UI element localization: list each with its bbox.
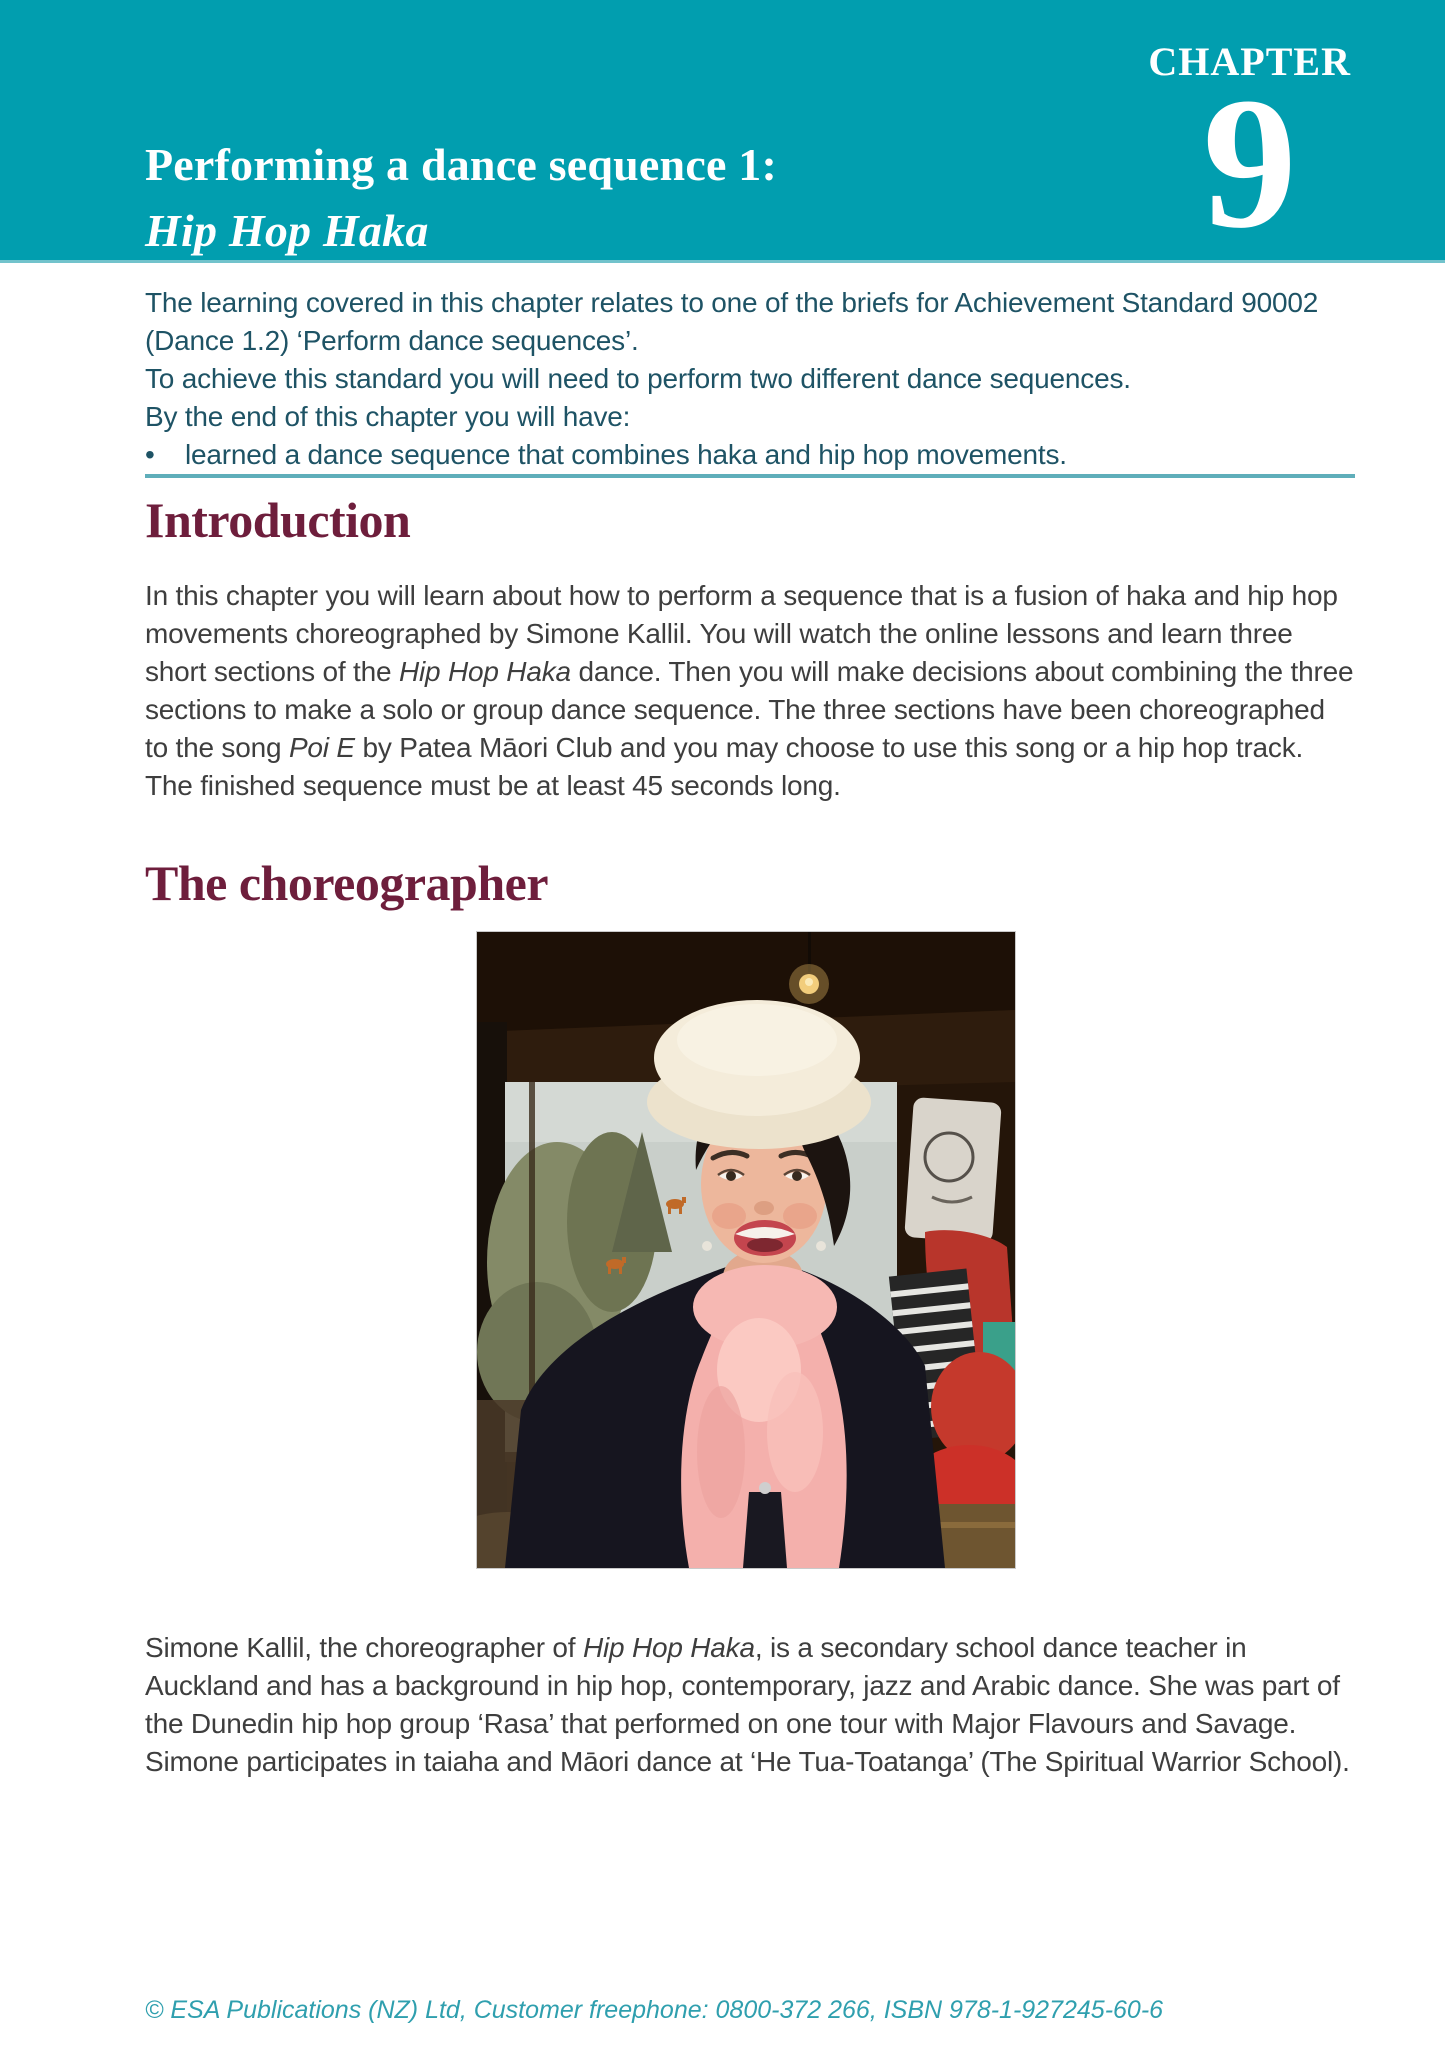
bullet-text: learned a dance sequence that combines haka and hip hop movements. xyxy=(185,439,1067,470)
chapter-number: 9 xyxy=(1202,58,1297,267)
bullet-item xyxy=(145,436,1355,474)
introduction-paragraph xyxy=(145,577,1355,805)
intro-text: dance. Then you will make decisions about combining the three sections to make a solo or group dance sequence. The three sections have been choreographed to the song xyxy=(145,656,1354,763)
page-title xyxy=(145,132,777,264)
intro-text: In this chapter you will learn about how to perform a sequence that is a fusion of haka and hip hop movements choreographed by Simone Kallil. You will watch the online lessons and learn three short sections of the xyxy=(145,580,1338,687)
introduction-heading: Introduction xyxy=(145,492,411,548)
title-line-1: Performing a dance sequence 1: xyxy=(145,139,777,190)
choreographer-photo-image xyxy=(477,932,1015,1568)
intro-italic-song: Poi E xyxy=(288,732,355,763)
chapter-band xyxy=(0,0,1445,267)
photo-caption xyxy=(145,1629,1355,1781)
blurb-line: To achieve this standard you will need to perform two different dance sequences. xyxy=(145,363,1131,394)
footer-credit: © ESA Publications (NZ) Ltd, Customer freephone: 0800-372 266, ISBN 978-1-927245-60-6 xyxy=(145,1996,1164,2024)
caption-text: Simone Kallil, the choreographer of xyxy=(145,1632,583,1663)
blurb-line: The learning covered in this chapter relates to one of the briefs for Achievement Standard 90002 (Dance 1.2) ‘Perform dance sequences’. xyxy=(145,287,1319,356)
blurb-line: By the end of this chapter you will have: xyxy=(145,401,631,432)
choreographer-photo xyxy=(477,932,1015,1568)
chapter-badge xyxy=(1148,38,1351,267)
chapter-label: CHAPTER xyxy=(1148,39,1351,84)
intro-text: by Patea Māori Club and you may choose to use this song or a hip hop track. The finished sequence must be at least 45 seconds long. xyxy=(145,732,1304,801)
caption-italic-title: Hip Hop Haka xyxy=(582,1632,755,1663)
standards-blurb xyxy=(145,284,1355,474)
section-divider xyxy=(145,474,1355,478)
intro-italic-title: Hip Hop Haka xyxy=(398,656,571,687)
choreographer-heading: The choreographer xyxy=(145,855,549,911)
title-line-2: Hip Hop Haka xyxy=(145,205,429,256)
caption-text: , is a secondary school dance teacher in Auckland and has a background in hip hop, contemporary, jazz and Arabic dance. She was part of the Dunedin hip hop group ‘Rasa’ that performed on one tour with Major Flavours and Savage. Simone participates in taiaha and Māori dance at ‘He Tua-Toatanga’ (The Spiritual Warrior School). xyxy=(145,1632,1350,1777)
bullet-marker: • xyxy=(145,439,155,470)
